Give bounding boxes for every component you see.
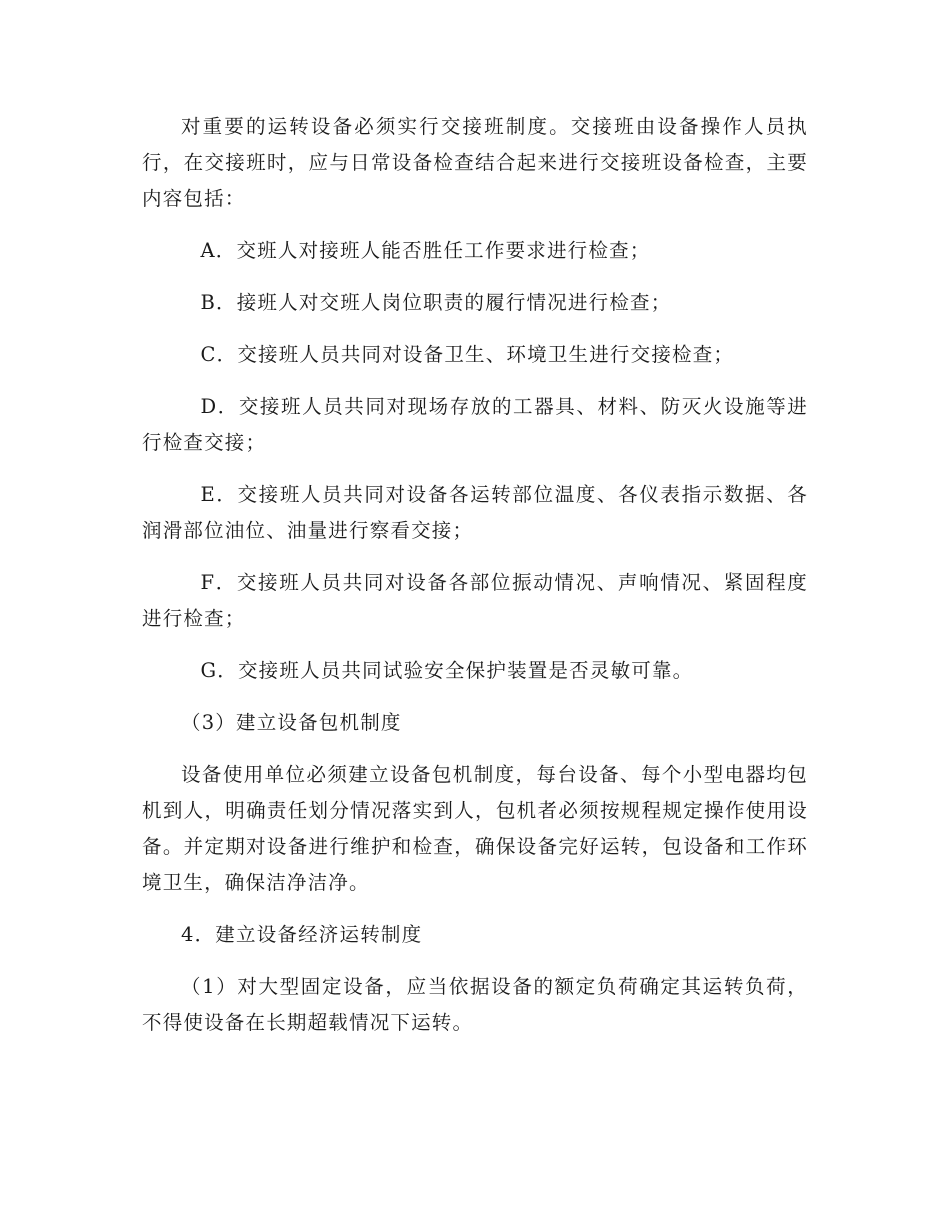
list-item-d: D．交接班人员共同对现场存放的工器具、材料、防灭火设施等进行检查交接；	[142, 395, 808, 454]
paragraph-economic-operation: （1）对大型固定设备，应当依据设备的额定负荷确定其运转负荷，不得使设备在长期超载情况下运转。	[142, 975, 808, 1034]
list-item-b: B．接班人对交班人岗位职责的履行情况进行检查；	[200, 291, 672, 314]
list-item-e: E．交接班人员共同对设备各运转部位温度、各仪表指示数据、各润滑部位油位、油量进行察看交接；	[142, 483, 808, 542]
paragraph-package-system: 设备使用单位必须建立设备包机制度，每台设备、每个小型电器均包机到人，明确责任划分情况落实到人，包机者必须按规程规定操作使用设备。并定期对设备进行维护和检查，确保设备完好运转，包设备和工作环境卫生，确保洁净洁净。	[142, 763, 808, 894]
paragraph-handover-intro: 对重要的运转设备必须实行交接班制度。交接班由设备操作人员执行，在交接班时，应与日常设备检查结合起来进行交接班设备检查，主要内容包括：	[142, 115, 808, 210]
section-heading-4: 4．建立设备经济运转制度	[181, 923, 423, 946]
list-item-a: A．交班人对接班人能否胜任工作要求进行检查；	[200, 239, 651, 262]
list-item-g: G．交接班人员共同试验安全保护装置是否灵敏可靠。	[200, 659, 694, 682]
list-item-c: C．交接班人员共同对设备卫生、环境卫生进行交接检查；	[200, 343, 735, 366]
section-heading-3: （3）建立设备包机制度	[181, 711, 402, 734]
list-item-f: F．交接班人员共同对设备各部位振动情况、声响情况、紧固程度进行检查；	[142, 571, 808, 630]
document-body	[142, 109, 808, 1057]
